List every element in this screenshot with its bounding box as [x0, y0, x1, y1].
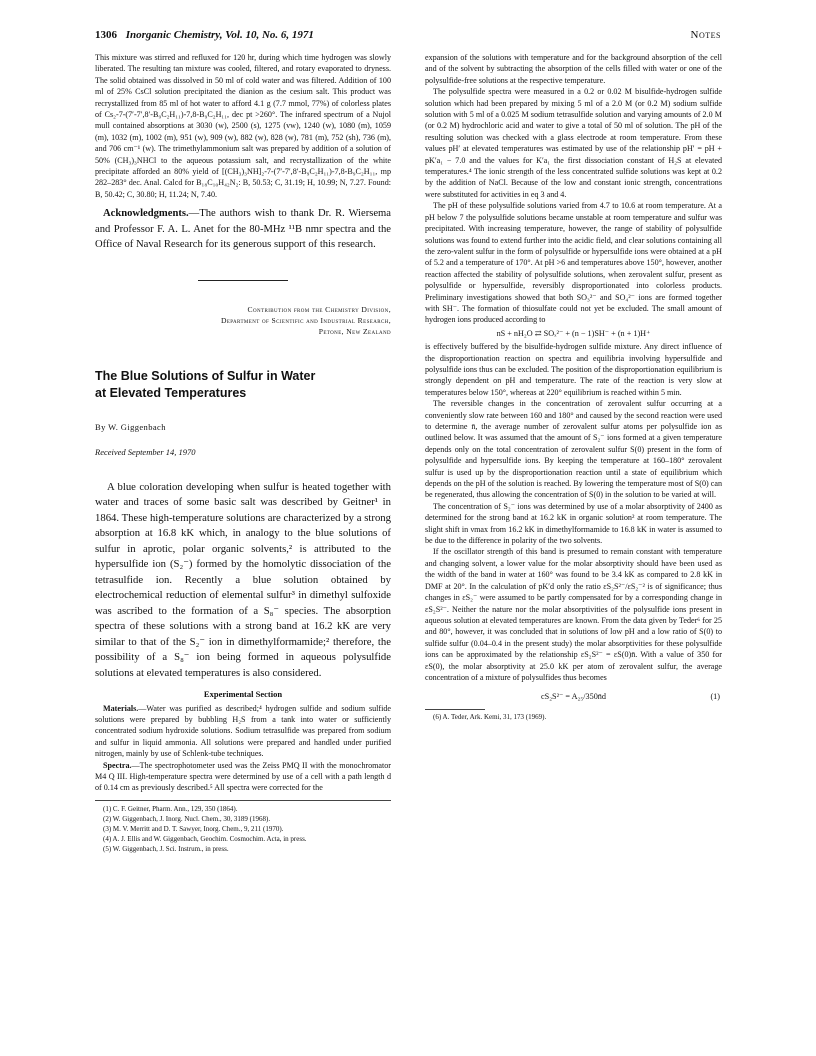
footnotes — [95, 800, 391, 854]
reaction-equation: nS + nH₂O ⇄ SOₓ²⁻ + (n − 1)SH⁻ + (n + 1)H⁺ — [496, 328, 651, 338]
footnote-divider — [425, 709, 485, 710]
page-header — [95, 29, 721, 45]
footnote: (5) W. Giggenbach, J. Sci. Instrum., in press. — [103, 844, 229, 853]
right-column — [425, 52, 722, 722]
title-line: The Blue Solutions of Sulfur in Water — [95, 368, 316, 383]
synthesis-paragraph: This mixture was stirred and refluxed for 120 hr, during which time hydrogen was slowly liberated. The resulting tan mixture was cooled, filtered, and rotary evaporated to dryness. The solid obtained was dissolved in 50 ml of cold water and was filtered. Addition of 100 ml of 25% CsCl solution precipitated the dianion as the cesium salt. This product was recrystallized from 85 ml of hot water to afford 4.1 g (7.7 mmol, 77%) of colorless plates of Cs₂-7-(7′-7′,8′-B₉C₂H₁₁)-7,8-B₉C₂H₁₁, dec pt >260°. The infrared spectrum of a Nujol mull contained absorptions at 3030 (w), 2500 (s), 1275 (vw), 1240 (w), 1080 (m), 1059 (m), 1032 (m), 1002 (m), 951 (w), 909 (w), 882 (w), 828 (w), 781 (m), 752 (sh), 736 (m), and 706 cm⁻¹ (w). The trimethylammonium salt was prepared by addition of a solution of 50% (CH₃)₃NHCl to the aqueous potassium salt, and recrystallization of the white precipitate afforded an 80% yield of [(CH₃)₃NH]₂-7-(7′-7′,8′-B₉C₂H₁₁)-7,8-B₉C₂H₁₁, mp 282–283° dec. Anal. Calcd for B₁₈C₁₀H₄₂N₂: B, 50.53; C, 31.19; H, 10.99; N, 7.27. Found: B, 50.42; C, 30.80; H, 11.24; N, 7.40. — [95, 53, 391, 199]
journal-citation: Inorganic Chemistry, Vol. 10, No. 6, 1971 — [125, 29, 314, 41]
title-line: at Elevated Temperatures — [95, 385, 247, 400]
section-heading: Experimental Section — [203, 689, 283, 700]
contribution-address — [95, 304, 391, 337]
received-date: Received September 14, 1970 — [95, 447, 196, 458]
paragraph: The concentration of S₂⁻ ions was determined by use of a molar absorptivity of 2400 as determined for the strong band at 16.2 kK in organic solution² at room temperature. The slight shift in νmax from 16.2 kK in dimethylformamide to 16.8 kK in water is assumed to be due to the difference in polarity of the two solvents. — [425, 501, 722, 546]
paragraph: The pH of these polysulfide solutions varied from 4.7 to 10.6 at room temperature. At a pH below 7 the polysulfide solutions became unstable at room temperature and sulfur was precipitated. With increasing temperature, however, the range of stability of polysulfide solutions was found to extend further into the acidic field, and clear solutions containing all the zero-valent sulfur in the form of polysulfide or hypersulfide ions were obtained at a pH of 5.2 and a temperature of 170°. At pH >6 and temperatures above 150°, however, another reaction affected the stability of polysulfide solutions, when zerovalent sulfur, present as polysulfide or hypersulfide, reversibly disproportionated into colorless products. Preliminary investigations showed that both SO₃²⁻ and SO₄²⁻ ions are formed together with SH⁻. The formation of thiosulfate could not yet be excluded. The small amount of hydrogen ions produced according to — [425, 201, 722, 325]
left-column — [95, 52, 391, 854]
spectra-paragraph — [95, 760, 391, 794]
contrib-line: Contribution from the Chemistry Division, — [247, 304, 391, 314]
materials-paragraph — [95, 703, 391, 760]
materials-label: Materials. — [103, 703, 139, 713]
paragraph: The polysulfide spectra were measured in a 0.2 or 0.02 M bisulfide-hydrogen sulfide solution which had been prepared by mixing 5 ml of a 2.0 M (or 0.2 M) sodium sulfide solution with 5 ml of a 0.025 M sodium tetrasulfide solution and varying amounts of 2.0 M (or 0.2 M) hydrochloric acid and water to give a total of 50 ml of solution. The pH of the resulting solution was checked with a glass electrode at room temperature. From these values pH′ at elevated temperatures was estimated by use of the relationship pH′ = pH + pK′a₁ − 7.0 and the values for K′a₁ the first dissociation constant of H₂S at elevated temperatures.⁴ The ionic strength of the less concentrated sulfide solutions was kept at 0.2 by the addition of NaCl. Because of the low and constant ionic strength, concentrations were substituted for activities in eq 3 and 4. — [425, 87, 722, 199]
article-title — [95, 368, 391, 402]
paragraph: is effectively buffered by the bisulfide-hydrogen sulfide mixture. Any direct influence of the disproportionation reaction on spectra and equilibria involving hypersulfide and polysulfide ions thus can be excluded. The position of the disproportionation equilibrium is strongly dependent on pH and temperature. The rate of the reaction is very slow at temperatures below 150°, whereas at 220° equilibrium is reached within 5 min. — [425, 342, 722, 397]
spectra-label: Spectra. — [103, 760, 132, 770]
contrib-line: Department of Scientific and Industrial Research, — [220, 315, 391, 325]
paragraph: expansion of the solutions with temperature and for the background absorption of the cell and of the solvent by subtracting the absorption of the cells filled with water or one of the polysulfide-free solutions at the respective temperature. — [425, 53, 722, 85]
paragraph: If the oscillator strength of this band is presumed to remain constant with temperature and changing solvent, a lower value for the molar absorptivity should have been used as the width of the band in water at 160° was found to be 3.4 kK as compared to 2.8 kK in DMF at 20°. In the calculation of pK′d only the ratio εS₂S²⁻/εS₂⁻² is of significance; thus changes in εS₂⁻ were assumed to be partly compensated for by a corresponding change in εS₂S²⁻. Neither the nature nor the molar absorptivities of the polysulfide ions present in aqueous solution at elevated temperatures are known. From the data given by Teder⁶ for 25 and 80°, however, it was concluded that in solutions of low pH and a low ratio of S(0) to sulfide sulfur (0.04–0.4 in the present study) the molar absorptivities for these polysulfide ions can be approximated by the relationship εS₂S²⁻ = εS(0)n̄. With a value of 350 for εS(0), the molar absorptivity at 25.0 kK per atom of zerovalent sulfur, the average concentration of a mixture of polysulfides thus becomes — [425, 547, 722, 682]
author-byline: By W. Giggenbach — [95, 421, 166, 432]
materials-text: —Water was purified as described;⁴ hydrogen sulfide and sodium sulfide solutions were prepared by bubbling H₂S from a tank into water or sufficiently concentrated sodium hydroxide solutions. Sodium tetrasulfide was prepared from sodium and sulfur in liquid ammonia. All solutions were prepared and handled under purified nitrogen, mainly by use of Schlenk-tube techniques. — [95, 703, 391, 759]
acknowledgments — [95, 206, 391, 253]
equation-number: (1) — [710, 692, 720, 702]
footnote: (2) W. Giggenbach, J. Inorg. Nucl. Chem., 30, 3189 (1968). — [103, 814, 271, 823]
section-label: Notes — [690, 29, 721, 41]
divider — [198, 280, 288, 281]
footnote: (1) C. F. Geitner, Pharm. Ann., 129, 350 (1864). — [103, 804, 238, 813]
footnote: (4) A. J. Ellis and W. Giggenbach, Geochim. Cosmochim. Acta, in press. — [103, 834, 307, 843]
ack-text: —The authors wish to thank Dr. R. Wiersema and Professor F. A. L. Anet for the 80-MHz ¹¹B nmr spectra and the Office of Naval Research for its generous support of this research. — [95, 208, 391, 251]
introduction: A blue coloration developing when sulfur is heated together with water and traces of some basic salt was described by Geitner¹ in 1864. These high-temperature solutions are characterized by a strong absorption at 16.8 kK which, in analogy to the blue solutions of sulfur in aprotic, polar organic solvents,² is attributed to the hypersulfide ion (S₂⁻) formed by the homolytic dissociation of the tetrasulfide ion. Recently a blue solution obtained by electrochemical reduction of elemental sulfur³ in dimethyl sulfoxide was ascribed to the formation of a S₈⁻ species. The absorption spectra of these solutions with a strong band at 16.2 kK are very similar to that of the S₂⁻ ion in dimethylformamide;² therefore, the possibility of a S₈⁻ ion being formed in aqueous polysulfide solutions at elevated temperatures is also considered. — [95, 480, 391, 679]
page-number: 1306 — [95, 29, 117, 41]
contrib-line: Petone, New Zealand — [318, 326, 391, 336]
spectra-text: —The spectrophotometer used was the Zeiss PMQ II with the monochromator M4 Q III. High-temperature spectra were determined by use of a cell with a path length d of 0.14 cm as previously described.⁵ All spectra were corrected for the — [95, 760, 391, 793]
footnote: (6) A. Teder, Ark. Kemi, 31, 173 (1969). — [433, 712, 547, 721]
equation-text: cS₂S²⁻ = A₂₅/350n̄d — [541, 692, 606, 702]
paragraph: The reversible changes in the concentration of zerovalent sulfur occurring at a conveniently slow rate between 160 and 180° and caused by the second reaction were used to determine n̄, the average number of zerovalent sulfur atoms per polysulfide ion as outlined below. It was assumed that the amount of S₂⁻ ions formed at a given temperature depends only on the total concentration of zerovalent sulfur S(0) present in the form of polysulfide and hypersulfide ions. By keeping the temperature at 160–180° zerovalent sulfur is used up by the disproportionation reaction until a state of equilibrium which depends on the pH of the solution is reached. By lowering the temperature most of S(0) can be regenerated, thus allowing the concentration of S(0) in the solution to be varied at will. — [425, 399, 722, 500]
equation-1 — [425, 691, 722, 702]
ack-label: Acknowledgments. — [103, 208, 189, 220]
footnote: (3) M. V. Merritt and D. T. Sawyer, Inorg. Chem., 9, 211 (1970). — [103, 824, 284, 833]
